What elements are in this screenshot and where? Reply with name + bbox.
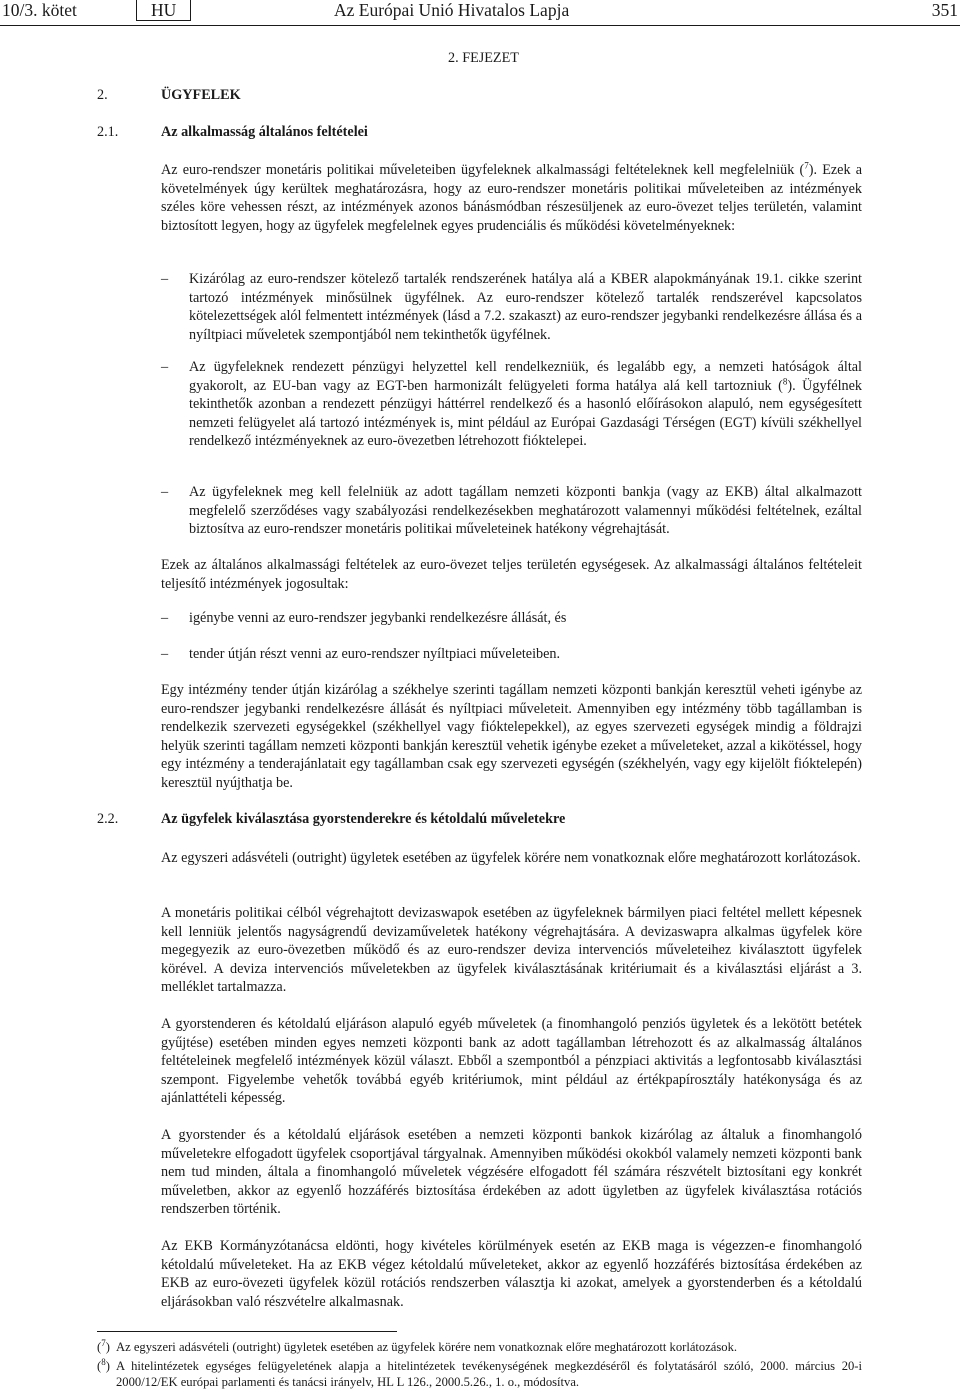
volume-label: 10/3. kötet (2, 0, 77, 20)
text-part: Az ügyfeleknek rendezett pénzügyi helyzettel kell rendelkezniük, és legalább egy, a nemzeti hatóságok által gyakorolt, az EU-ban vagy az EGT-ben harmonizált felügyeleti forma hatálya alá kell tartozniuk ( (189, 359, 862, 394)
section-number: 2.1. (97, 124, 119, 140)
journal-title: Az Európai Unió Hivatalos Lapja (334, 0, 570, 20)
intro-text: Az euro-rendszer monetáris politikai műveleteiben ügyfeleknek alkalmassági feltételeknek kell megfelelniük ( (161, 162, 805, 178)
footnote-text: A hitelintézetek egységes felügyeletének alapja a hitelintézetek tevékenységének megkezdéséről és folytatásáról szóló, 2000. március 20-i 2000/12/EK európai parlamenti és tanácsi irányelv, HL L 126., 2000.5.26., 1. o., módosítva. (116, 1359, 862, 1390)
dash-marker: – (161, 271, 169, 287)
footnote-ref: 8 (782, 375, 788, 386)
list-item (161, 358, 862, 451)
list-item-text: tender útján részt venni az euro-rendszer nyíltpiaci műveleteiben. (189, 646, 561, 662)
header-rule (0, 25, 960, 26)
language-badge: HU (136, 0, 191, 21)
paragraph: Ezek az általános alkalmassági feltételek az euro-övezet teljes területén egységesek. Az alkalmassági általános feltételeit teljesítő intézmények jogosultak: (161, 557, 862, 592)
intro-paragraph (161, 161, 862, 235)
footnote-num: 7 (101, 1337, 106, 1348)
footnote-number: ($^8$) (97, 1356, 110, 1373)
footnote (97, 1339, 862, 1355)
list-item-text (189, 358, 862, 451)
footnote-number: ($^7$) (97, 1337, 110, 1354)
list-item (161, 609, 862, 628)
section-number: 2. (97, 87, 108, 103)
list-item (161, 645, 862, 664)
text-part: ). Ügyfélnek tekinthetők azonban a rendezett pénzügyi háttérrel rendelkező és a hasonló előírásokon alapuló, nem egységesített nemzeti felügyelet alá tartozó intézmények is, mint például az Európai Gazdasági Térségen (EGT) kívüli székhellyel rendelkező intézményeknek az euro-övezetben létrehozott fióktelepei. (189, 377, 862, 450)
section-number: 2.2. (97, 811, 119, 827)
footnote-ref: 7 (804, 160, 809, 171)
page-header (0, 0, 960, 22)
section-title: Az alkalmasság általános feltételei (161, 124, 368, 140)
paragraph: Egy intézmény tender útján kizárólag a székhelye szerinti tagállam nemzeti központi bankján keresztül veheti igénybe az euro-rendszer jegybanki rendelkezésre állását és nyíltpiaci műveleteit. Amennyiben egy intézmény több tagállamban is rendelkezik szervezeti egységekkel (székhellyel vagy fióktelepekkel), az egyes szervezeti egységek mindig a földrajzi helyük szerinti tagállam nemzeti központi bankján keresztül vehetik igénybe ezeket a műveleteket, azzal a kikötéssel, hogy egy intézmény a tenderajánlatait egy tagállamban csak egy szervezeti egységén (székhelyén, vagy egy kijelölt fióktelepén) keresztül nyújthatja be. (161, 682, 862, 791)
paragraph: Az EKB Kormányzótanácsa eldönti, hogy kivételes körülmények esetén az EKB maga is végezzen-e finomhangoló kétoldalú műveleteket. Ha az EKB végez kétoldalú műveleteket, akkor az egyenlő hozzáférés biztosítása érdekében az EKB az euro-övezeti ügyfelek közül rotációs rendszerben választja ki azokat, amelyek a gyorstenderben és a kétoldalú eljárásokban való részvételre alkalmasnak. (161, 1238, 862, 1310)
list-item-text: Az ügyfeleknek meg kell felelniük az adott tagállam nemzeti központi bankja (vagy az EKB) által alkalmazott megfelelő szerződéses vagy szabályozási rendelkezésekben meghatározott valamennyi működési feltételnek, ezáltal biztosítva az euro-rendszer monetáris politikai műveleteinek hatékony végrehajtását. (189, 484, 862, 538)
intro-text: ). (808, 162, 818, 178)
dash-marker: – (161, 646, 169, 662)
list-item (161, 483, 862, 539)
paragraph: A monetáris politikai célból végrehajtott devizaswapok esetében az ügyfeleknek bármilyen piaci feltétel mellett képesnek kell lenniük jelentős nagyságrendű devizaműveletek hatékony végrehajtására. A devizaswapra alkalmas ügyfelek köre megegyezik az euro-övezetben működő és az euro-rendszer deviza intervenciós műveleteihez kiválasztott ügyfelek körével. A deviza intervenciós műveletekben az ügyfelek kiválasztásának kritériumait és a kiválasztási eljárást a 3. melléklet tartalmazza. (161, 905, 862, 996)
page-number: 351 (931, 0, 958, 20)
list-item-text: igénybe venni az euro-rendszer jegybanki rendelkezésre állását, és (189, 610, 567, 626)
list-item (161, 270, 862, 344)
footnote (97, 1358, 862, 1391)
footnote-num: 8 (101, 1356, 106, 1367)
dash-marker: – (161, 484, 169, 500)
footnote-text: Az egyszeri adásvételi (outright) ügyletek esetében az ügyfelek körére nem vonatkoznak előre meghatározott korlátozások. (116, 1340, 738, 1354)
chapter-heading: 2. FEJEZET (448, 50, 519, 66)
paragraph: A gyorstenderen és kétoldalú eljáráson alapuló egyéb műveletek (a finomhangoló penziós ügyletek és a lekötött betétek gyűjtése) esetében minden egyes nemzeti központi bank az adott tagállamban létrehozott és az alkalmasság általános feltételeinek megfelelő intézmények közül választ. Ebből a szempontból a pénzpiaci aktivitás a legfontosabb kiválasztási szempont. Figyelembe vehetők továbbá egyéb kritériumok, mint például az értékpapírosztály hatékonysága és az ajánlattételi képesség. (161, 1016, 862, 1107)
dash-marker: – (161, 610, 169, 626)
list-item-text: Kizárólag az euro-rendszer kötelező tartalék rendszerének hatálya alá a KBER alapokmányának 19.1. cikke szerint tartozó intézmények minősülnek ügyfélnek. Az euro-rendszer kötelező tartalék rendszerével kapcsolatos kötelezettségek alól felmentett intézmények (lásd a 7.2. szakaszt) az euro-rendszer jegybanki rendelkezésre állása és a nyíltpiaci műveletek szempontjából nem tekinthetők ügyfélnek. (189, 271, 862, 343)
section-title: ÜGYFELEK (161, 87, 241, 103)
section-title: Az ügyfelek kiválasztása gyorstenderekre és kétoldalú műveletekre (161, 811, 566, 827)
intro-text: Ezek a követelmények úgy kerültek meghatározásra, hogy az euro-rendszer monetáris politikai műveleteiben az intézmények széles köre vehessen részt, az intézmények azonos bánásmódban részesüljenek az euro-övezet teljes területén, valamint biztosított legyen, hogy az ügyfelek megfelelnek egyes prudenciális és működési követelményeknek: (161, 162, 862, 234)
paragraph: Az egyszeri adásvételi (outright) ügyletek esetében az ügyfelek körére nem vonatkoznak előre meghatározott korlátozások. (161, 850, 861, 866)
dash-marker: – (161, 359, 169, 375)
footnote-rule (97, 1331, 397, 1332)
paragraph: A gyorstender és a kétoldalú eljárások esetében a nemzeti központi bankok kizárólag az általuk a finomhangoló műveletekre elfogadott ügyfelek csoportjával tárgyalnak. Amennyiben működési okokból valamely nemzeti központi bank nem tud minden, általa a finomhangoló műveletek végzésére elfogadott fél számára részvételt biztosítani egy konkrét műveletben, akkor az egyenlő hozzáférés biztosítása érdekében az adott ügyletben az ügyfelek kiválasztása rotációs rendszerben történik. (161, 1127, 862, 1218)
